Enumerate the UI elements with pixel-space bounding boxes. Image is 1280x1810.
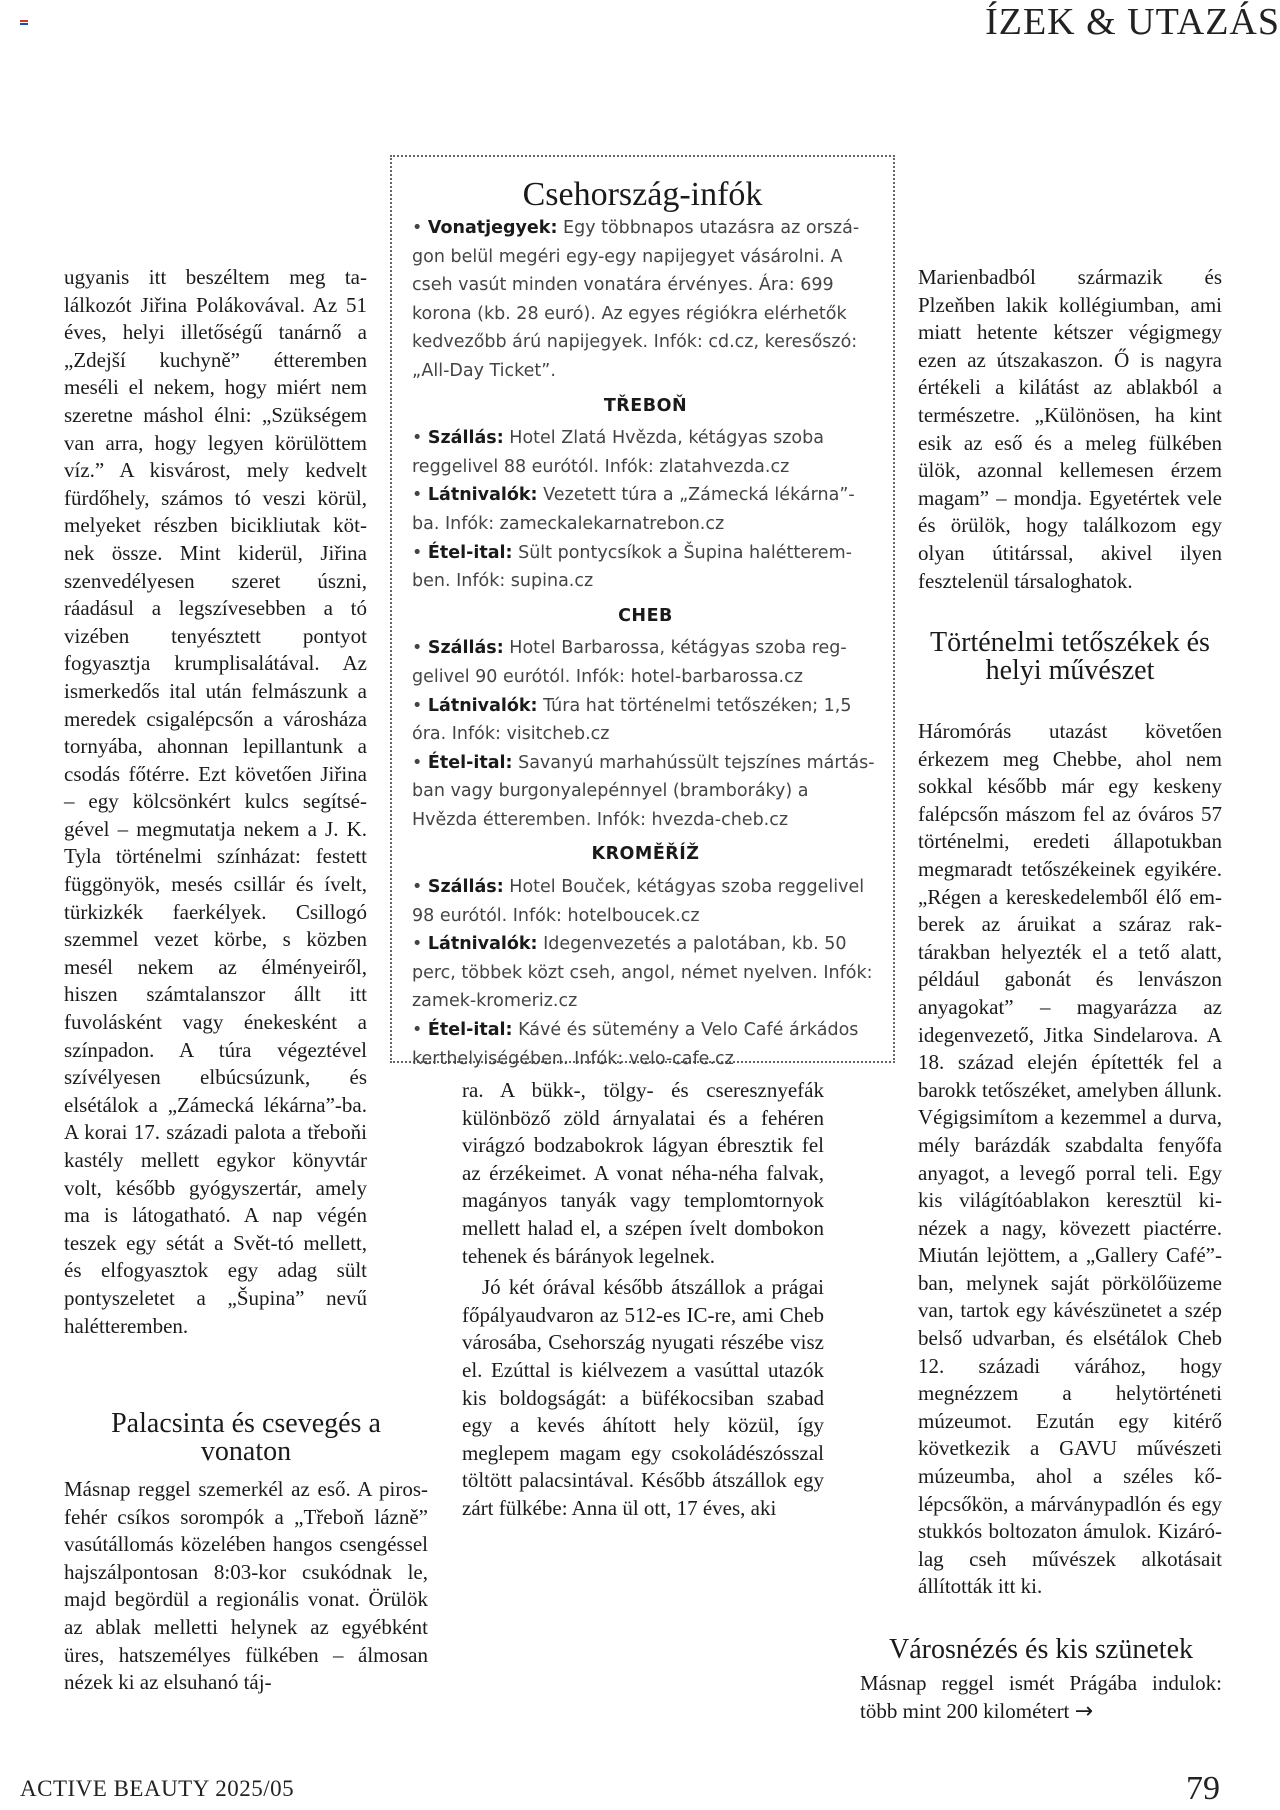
section-title: ÍZEK & UTAZÁS	[985, 1, 1280, 43]
info-item: • Szállás: Hotel Zlatá Hvězda, kétágyas szoba reggelivel 88 eurótól. Infók: zlatahvezda.cz	[412, 428, 824, 477]
column-2-paragraph-2: Jó két órával később átszállok a prágai főpályaudvaron az 512-es IC-re, ami Cheb városába, Csehország nyugati részébe visz el. Ezúttal is kiélvezem a vasúttal utazók kis boldogságát: a büfékocsiban szabad egy a kevés áhított hely közül, így meglepem magam egy csokoládészósszal töltött palacsintával. Később átszállok egy zárt fülkébe: Anna ül ott, 17 éves, aki	[462, 1275, 824, 1520]
info-item-text: Hotel Barbarossa, kétágyas szoba reggelivel 90 eurótól. Infók: hotel-barbarossa.cz	[412, 638, 847, 687]
info-item-label: Látnivalók:	[427, 695, 538, 716]
info-item-label: Szállás:	[427, 877, 504, 898]
info-box-title: Csehország-infók	[522, 176, 763, 213]
info-intro-label: Vonatjegyek:	[427, 218, 558, 238]
column-2-paragraph-1: ra. A bükk-, tölgy- és cseresznyefák különböző zöld árnyalatai és a fehéren virágzó bodzabokrok lágyan ébresztik fel az érzékeimet. A vonat néha-néha falvak, magányos tanyák vagy templomtornyok mellett halad el, a szépen ívelt dombokon tehenek és bárányok legelnek.	[462, 1078, 824, 1268]
info-item-label: Étel-ital:	[427, 1020, 513, 1041]
info-item-label: Étel-ital:	[427, 752, 513, 773]
info-box	[390, 155, 895, 1069]
info-item: • Étel-ital: Savanyú marhahússült tejszínes mártásban vagy burgonyalepénnyel (bramboráky) a Hvězda étteremben. Infók: hvezda-cheb.cz	[412, 752, 875, 830]
info-item-label: Látnivalók:	[427, 934, 538, 955]
info-item: • Étel-ital: Kávé és sütemény a Velo Café árkádos kerthelyiségében. Infók: velo-cafe.cz	[412, 1020, 859, 1069]
info-item-text: Idegenvezetés a palotában, kb. 50 perc, többek közt cseh, angol, német nyelven. Infók: zamek-kromeriz.cz	[412, 934, 873, 1012]
column-1	[64, 264, 367, 1340]
info-item-text: Sült pontycsíkok a Šupina halétteremben. Infók: supina.cz	[412, 542, 852, 592]
info-item-text: Savanyú marhahússült tejszínes mártásban vagy burgonyalepénnyel (bramboráky) a Hvězda étteremben. Infók: hvezda-cheb.cz	[412, 752, 875, 830]
info-item: • Étel-ital: Sült pontycsíkok a Šupina halétteremben. Infók: supina.cz	[412, 542, 852, 592]
info-intro: • Vonatjegyek: Egy többnapos utazásra az országon belül megéri egy-egy napijegyet vásárolni. A cseh vasút minden vonatára érvényes. Ára: 699 korona (kb. 28 euró). Az egyes régiókra elérhetők kedvezőbb árú napijegyek. Infók: cd.cz, keresőszó: „All-Day Ticket”.	[412, 218, 860, 381]
subheading-tetoszekek: Történelmi tetőszékek és helyi művészet	[930, 627, 1210, 687]
info-item-label: Étel-ital:	[427, 542, 513, 563]
column-3-lower	[860, 718, 1222, 1601]
info-item: • Szállás: Hotel Barbarossa, kétágyas szoba reggelivel 90 eurótól. Infók: hotel-barbarossa.cz	[412, 638, 847, 687]
column-3-paragraph-1: Marienbadból származik és Plzeňben lakik kollégiumban, ami miatt hetente kétszer végigmegy ezen az útszakaszon. Ő is nagyra értékeli a kilátást az ablakból a természetre. „Különösen, ha kint esik az eső és a meleg fülkében ülök, azonnal kellemesen érzem magam” – mondja. Egyetértek vele és örülök, hogy találkozom egy olyan útitárssal, akivel ilyen fesztelenül társaloghatok.	[918, 265, 1222, 593]
column-3-paragraph-3	[860, 1670, 1222, 1725]
city-heading-kromeriz: KROMĚŘÍŽ	[591, 844, 700, 865]
subheading-varosnezes: Városnézés és kis szünetek	[888, 1634, 1193, 1665]
info-intro-text: Egy többnapos utazásra az országon belül megéri egy-egy napijegyet vásárolni. A cseh vasút minden vonatára érvényes. Ára: 699 korona (kb. 28 euró). Az egyes régiókra elérhetők kedvezőbb árú napijegyek. Infók: cd.cz, keresőszó: „All-Day Ticket”.	[412, 218, 860, 381]
subheading-palacsinta: Palacsinta és csevegés a vonaton	[111, 1408, 381, 1467]
info-item: • Látnivalók: Idegenvezetés a palotában, kb. 50 perc, többek közt cseh, angol, német nyelven. Infók: zamek-kromeriz.cz	[412, 934, 873, 1012]
info-box-body	[412, 214, 879, 1073]
info-item-text: Túra hat történelmi tetőszéken; 1,5 óra. Infók: visitcheb.cz	[412, 695, 852, 745]
column-3	[918, 264, 1222, 685]
info-item: • Látnivalók: Túra hat történelmi tetőszéken; 1,5 óra. Infók: visitcheb.cz	[412, 695, 852, 745]
flag-icon	[20, 20, 28, 27]
info-item-text: Hotel Bouček, kétágyas szoba reggelivel 98 eurótól. Infók: hotelboucek.cz	[412, 877, 865, 926]
magazine-issue: ACTIVE BEAUTY 2025/05	[20, 1776, 295, 1801]
info-item-text: Vezetett túra a „Zámecká lékárna”-ba. Infók: zameckalekarnatrebon.cz	[412, 485, 855, 534]
column-3-end	[860, 1636, 1222, 1725]
info-item-text: Hotel Zlatá Hvězda, kétágyas szoba reggelivel 88 eurótól. Infók: zlatahvezda.cz	[412, 428, 824, 477]
column-3-paragraph-3-text: Másnap reggel ismét Prágába indulok: több mint 200 kilométert	[860, 1671, 1222, 1723]
column-1-paragraph-2: Másnap reggel szemerkél az eső. A piros-fehér csíkos sorompók a „Třeboň lázně” vasútállomás közelében hangos csengéssel hajszálpontosan 8:03-kor csukódnak le, majd begördül a regionális vonat. Örülök az ablak melletti helynek az egyébként üres, hatszemélyes fülkében – álmosan nézek ki az elsuhanó táj-	[64, 1477, 428, 1695]
info-item-label: Szállás:	[427, 428, 504, 449]
city-heading-trebon: TŘEBOŇ	[603, 395, 688, 416]
continue-arrow-icon: →	[1074, 1698, 1094, 1724]
column-3-paragraph-2: Háromórás utazást követően érkezem meg Chebbe, ahol nem sokkal később már egy keskeny falépcsőn mászom fel az óváros 57 történelmi, eredeti állapotukban megmaradt tetőszékeinek egyikére. „Régen a kereskedelemből élő emberek az áruikat a száraz raktárakban helyezték el a tető alatt, például gabonát és lenvászon anyagokat” – magyarázza az idegenvezető, Jitka Sindelarova. A 18. század elején építették fel a barokk tetőszéket, amelyben állunk. Végigsimítom a kezemmel a durva, mély barázdák szabdalta fenyőfa anyagot, a levegő porral teli. Egy kis világítóablakon keresztül kinézek a nagy, kövezett piactérre. Miután lejöttem, a „Gallery Café”-ban, melynek saját pörkölőüzeme van, tartok egy kávészünetet a szép belső udvarban, és elsétálok Cheb 12. századi várához, hogy megnézzem a helytörténeti múzeumot. Ezután egy kitérő következik a GAVU művészeti múzeumba, ahol a széles kőlépcsőkön, a márványpadlón és egy stukkós boltozaton ámulok. Kizárólag cseh művészek alkotásait állították itt ki.	[918, 719, 1222, 1599]
info-item: • Látnivalók: Vezetett túra a „Zámecká lékárna”-ba. Infók: zameckalekarnatrebon.cz	[412, 485, 855, 534]
info-item-text: Kávé és sütemény a Velo Café árkádos kerthelyiségében. Infók: velo-cafe.cz	[412, 1020, 859, 1069]
info-item-label: Szállás:	[427, 638, 504, 659]
info-item: • Szállás: Hotel Bouček, kétágyas szoba reggelivel 98 eurótól. Infók: hotelboucek.cz	[412, 877, 865, 926]
page-number: 79	[1186, 1770, 1220, 1807]
info-item-label: Látnivalók:	[427, 485, 538, 506]
column-2	[462, 1077, 824, 1523]
column-1-paragraph-1: ugyanis itt beszéltem meg találkozót Jiřina Polákovával. Az 51 éves, helyi illetőségű tanárnő a „Zdejší kuchyně” étteremben meséli el nekem, hogy miért nem szeretne máshol élni: „Szükségem van arra, hogy legyen körülöttem víz.” A kisvárost, mely kedvelt fürdőhely, számos tó veszi körül, melyeket részben bicikliutak kötnek össze. Mint kiderül, Jiřina szenvedélyesen szeret úszni, ráadásul a legszívesebben a tó vizében tenyésztett pontyot fogyasztja krumplisalátával. Az ismerkedős ital után felmászunk a meredek csigalépcsőn a városháza tornyába, ahonnan lepillantunk a csodás főtérre. Ezt követően Jiřina – egy kölcsönkért kulcs segítségével – megmutatja nekem a J. K. Tyla történelmi színházat: festett függönyök, mesés csillár és ívelt, türkizkék faerkélyek. Csillogó szemmel vezet körbe, s közben mesél nekem az élményeiről, hiszen számtalanszor állt itt fuvolásként vagy énekesként a színpadon. A túra végeztével szívélyesen elbúcsúzunk, és elsétálok a „Zámecká lékárna”-ba. A korai 17. századi palota a třeboňi kastély mellett egykor könyvtár volt, később gyógyszertár, amely ma is látogatható. A nap végén teszek egy sétát a Svět-tó mellett, és elfogyasztok egy adag sült pontyszeletet a „Šupina” nevű halétteremben.	[64, 265, 367, 1338]
column-1-lower	[64, 1410, 428, 1697]
city-heading-cheb: CHEB	[618, 605, 673, 626]
